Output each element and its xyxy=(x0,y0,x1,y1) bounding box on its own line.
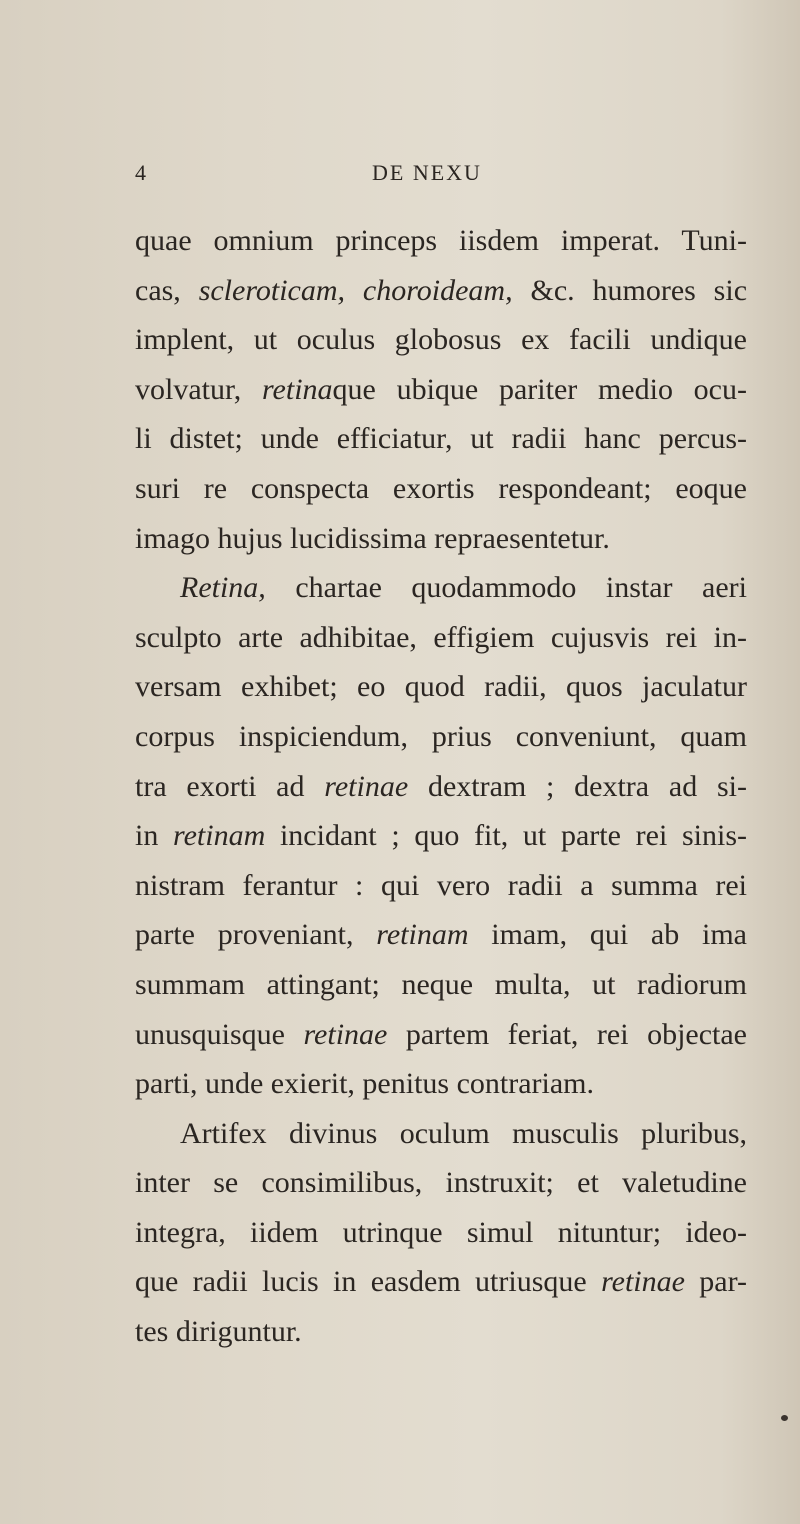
text-line: quae omnium princeps iisdem imperat. Tuni- xyxy=(135,224,747,257)
text-line: in retinam incidant ; quo fit, ut parte rei sinis- xyxy=(135,819,747,853)
text-line: corpus inspiciendum, prius conveniunt, quam xyxy=(135,719,747,753)
text-line: parte proveniant, retinam imam, qui ab ima xyxy=(135,918,747,952)
text-line: summam attingant; neque multa, ut radiorum xyxy=(135,967,747,1001)
text-line: cas, scleroticam, choroideam, &c. humores sic xyxy=(135,273,748,307)
text-line: versam exhibet; eo quod radii, quos jaculatur xyxy=(135,670,747,704)
page-number: 4 xyxy=(135,160,147,185)
ink-spot xyxy=(781,1415,788,1421)
text-line: suri re conspecta exortis respondeant; eoque xyxy=(135,471,747,505)
text-line: inter se consimilibus, instruxit; et valetudine xyxy=(135,1166,747,1200)
text-line: tra exorti ad retinae dextram ; dextra ad si- xyxy=(135,769,747,803)
text-line: nistram ferantur : qui vero radii a summa rei xyxy=(135,868,747,902)
text-line: volvatur, retinaque ubique pariter medio ocu- xyxy=(135,372,747,406)
text-line: tes diriguntur. xyxy=(135,1315,302,1349)
text-line: unusquisque retinae partem feriat, rei objectae xyxy=(135,1017,747,1051)
text-line: que radii lucis in easdem utriusque retinae par- xyxy=(135,1265,747,1299)
text-line: imago hujus lucidissima repraesentetur. xyxy=(135,521,610,555)
text-line: li distet; unde efficiatur, ut radii hanc percus- xyxy=(135,422,747,456)
text-line: sculpto arte adhibitae, effigiem cujusvis rei in- xyxy=(135,620,747,654)
text-line: parti, unde exierit, penitus contrariam. xyxy=(135,1067,595,1101)
running-head: DE NEXU xyxy=(372,160,482,185)
body-text xyxy=(135,221,747,1362)
text-line: Retina, chartae quodammodo instar aeri xyxy=(180,571,747,605)
text-line: Artifex divinus oculum musculis pluribus, xyxy=(180,1116,747,1150)
text-line: integra, iidem utrinque simul nituntur; ideo- xyxy=(135,1215,747,1249)
text-line: implent, ut oculus globosus ex facili undique xyxy=(135,323,747,357)
